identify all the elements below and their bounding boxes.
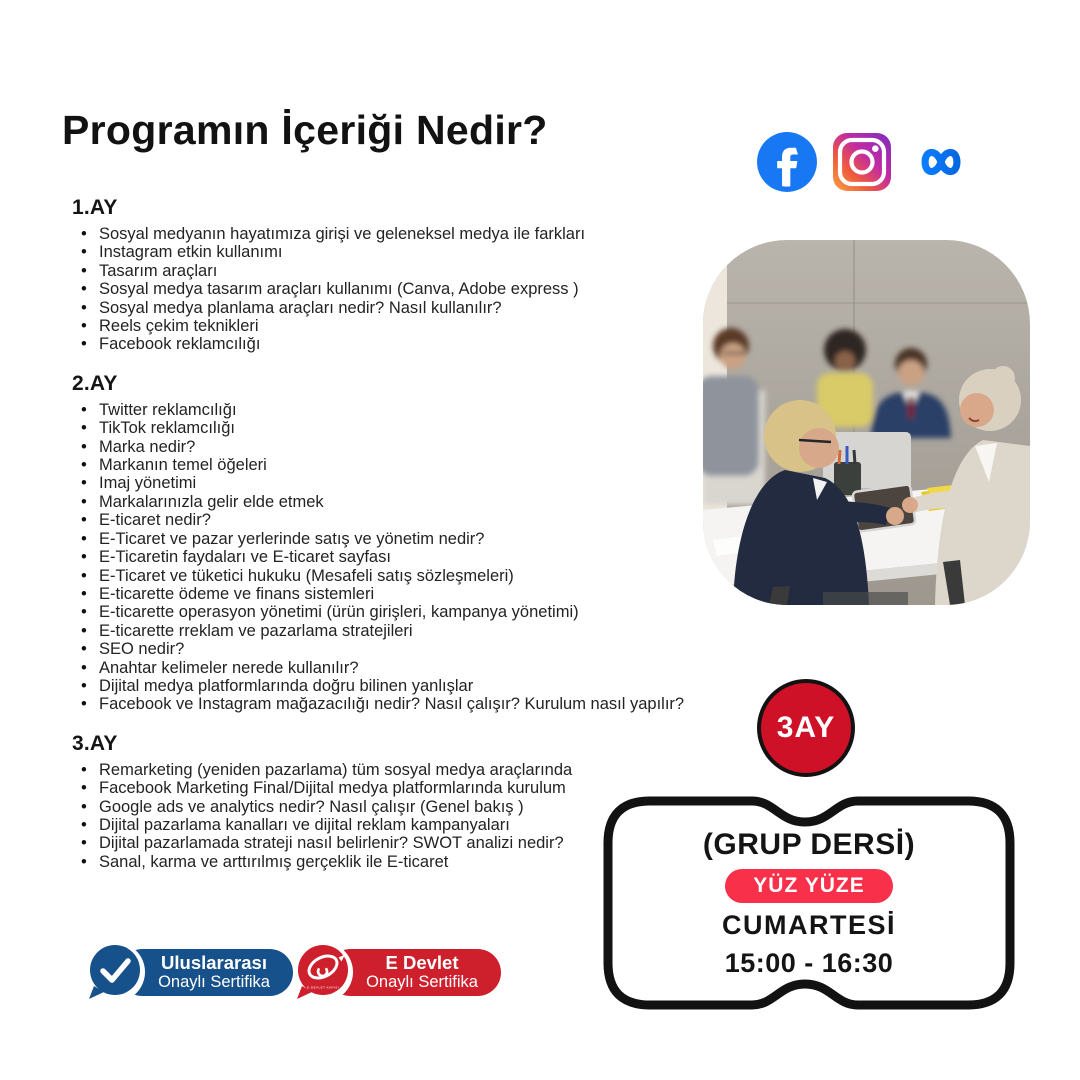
duration-badge-label: 3AY (776, 711, 836, 744)
list-item: • E-Ticaretin faydaları ve E-ticaret sayfası (72, 548, 722, 566)
list-item: • Sanal, karma ve arttırılmış gerçeklik ile E-ticaret (72, 853, 722, 871)
schedule-frame (602, 795, 1016, 1011)
list-item: • Sosyal medya tasarım araçları kullanımı (Canva, Adobe express ) (72, 280, 722, 298)
certificate-line1: Uluslararası (161, 952, 267, 973)
list-item: • Dijital medya platformlarında doğru bilinen yanlışlar (72, 677, 722, 695)
list-item: • Imaj yönetimi (72, 474, 722, 492)
list-item: • E-Ticaret ve pazar yerlerinde satış ve yönetim nedir? (72, 530, 722, 548)
list-item: • E-Ticaret ve tüketici hukuku (Mesafeli satış sözleşmeleri) (72, 567, 722, 585)
duration-badge (757, 679, 855, 777)
month-items (72, 225, 722, 354)
list-item: • Google ads ve analytics nedir? Nasıl çalışır (Genel bakış ) (72, 798, 722, 816)
list-item: • Markanın temel öğeleri (72, 456, 722, 474)
list-item: • E-ticarette operasyon yönetimi (ürün girişleri, kampanya yönetimi) (72, 603, 722, 621)
list-item: • E-ticaret nedir? (72, 511, 722, 529)
facebook-icon (756, 131, 818, 198)
list-item: • Markalarınızla gelir elde etmek (72, 493, 722, 511)
certificate-pill (119, 949, 293, 996)
program-content (72, 196, 722, 889)
list-item: • Facebook Marketing Final/Dijital medya platformlarında kurulum (72, 779, 722, 797)
list-item: • Sosyal medyanın hayatımıza girişi ve geleneksel medya ile farkları (72, 225, 722, 243)
certificate-badge-edevlet (293, 942, 501, 1002)
list-item: • Anahtar kelimeler nerede kullanılır? (72, 659, 722, 677)
list-item: • Marka nedir? (72, 438, 722, 456)
time-label: 15:00 - 16:30 (724, 947, 894, 978)
list-item: • Twitter reklamcılığı (72, 401, 722, 419)
month-label: 2.AY (72, 371, 118, 395)
team-meeting-photo (703, 240, 1030, 605)
certificate-line1: E Devlet (385, 952, 459, 973)
e-devlet-caption: E-DEVLET KAPISI (307, 985, 339, 990)
meta-icon (906, 136, 976, 193)
page-title: Programın İçeriği Nedir? (62, 107, 548, 154)
mode-pill: YÜZ YÜZE (725, 869, 892, 903)
list-item: • Facebook reklamcılığı (72, 335, 722, 353)
month-section-1 (72, 196, 722, 354)
month-label: 3.AY (72, 731, 118, 755)
certificate-line2: Onaylı Sertifika (158, 973, 270, 991)
certificate-badge-international (85, 942, 293, 1002)
list-item: • Dijital pazarlamada strateji nasıl belirlenir? SWOT analizi nedir? (72, 834, 722, 852)
social-logos (756, 131, 976, 198)
month-section-2 (72, 372, 722, 714)
certificate-pill (327, 949, 501, 996)
list-item: • Facebook ve Instagram mağazacılığı nedir? Nasıl çalışır? Kurulum nasıl yapılır? (72, 695, 722, 713)
e-devlet-icon (293, 942, 353, 1002)
list-item: • Remarketing (yeniden pazarlama) tüm sosyal medya araçlarında (72, 761, 722, 779)
month-items (72, 401, 722, 714)
list-item: • SEO nedir? (72, 640, 722, 658)
list-item: • E-ticarette rreklam ve pazarlama stratejileri (72, 622, 722, 640)
group-lesson-label: (GRUP DERSİ) (702, 827, 916, 861)
list-item: • Sosyal medya planlama araçları nedir? Nasıl kullanılır? (72, 299, 722, 317)
certificate-line2: Onaylı Sertifika (366, 973, 478, 991)
day-label: CUMARTESİ (722, 909, 896, 940)
schedule-info (602, 795, 1016, 1011)
month-label: 1.AY (72, 196, 118, 219)
instagram-icon (833, 133, 891, 196)
list-item: • Instagram etkin kullanımı (72, 243, 722, 261)
list-item: • Dijital pazarlama kanalları ve dijital reklam kampanyaları (72, 816, 722, 834)
list-item: • E-ticarette ödeme ve finans sistemleri (72, 585, 722, 603)
list-item: • TikTok reklamcılığı (72, 419, 722, 437)
checkmark-icon (85, 942, 145, 1002)
list-item: • Tasarım araçları (72, 262, 722, 280)
list-item: • Reels çekim teknikleri (72, 317, 722, 335)
